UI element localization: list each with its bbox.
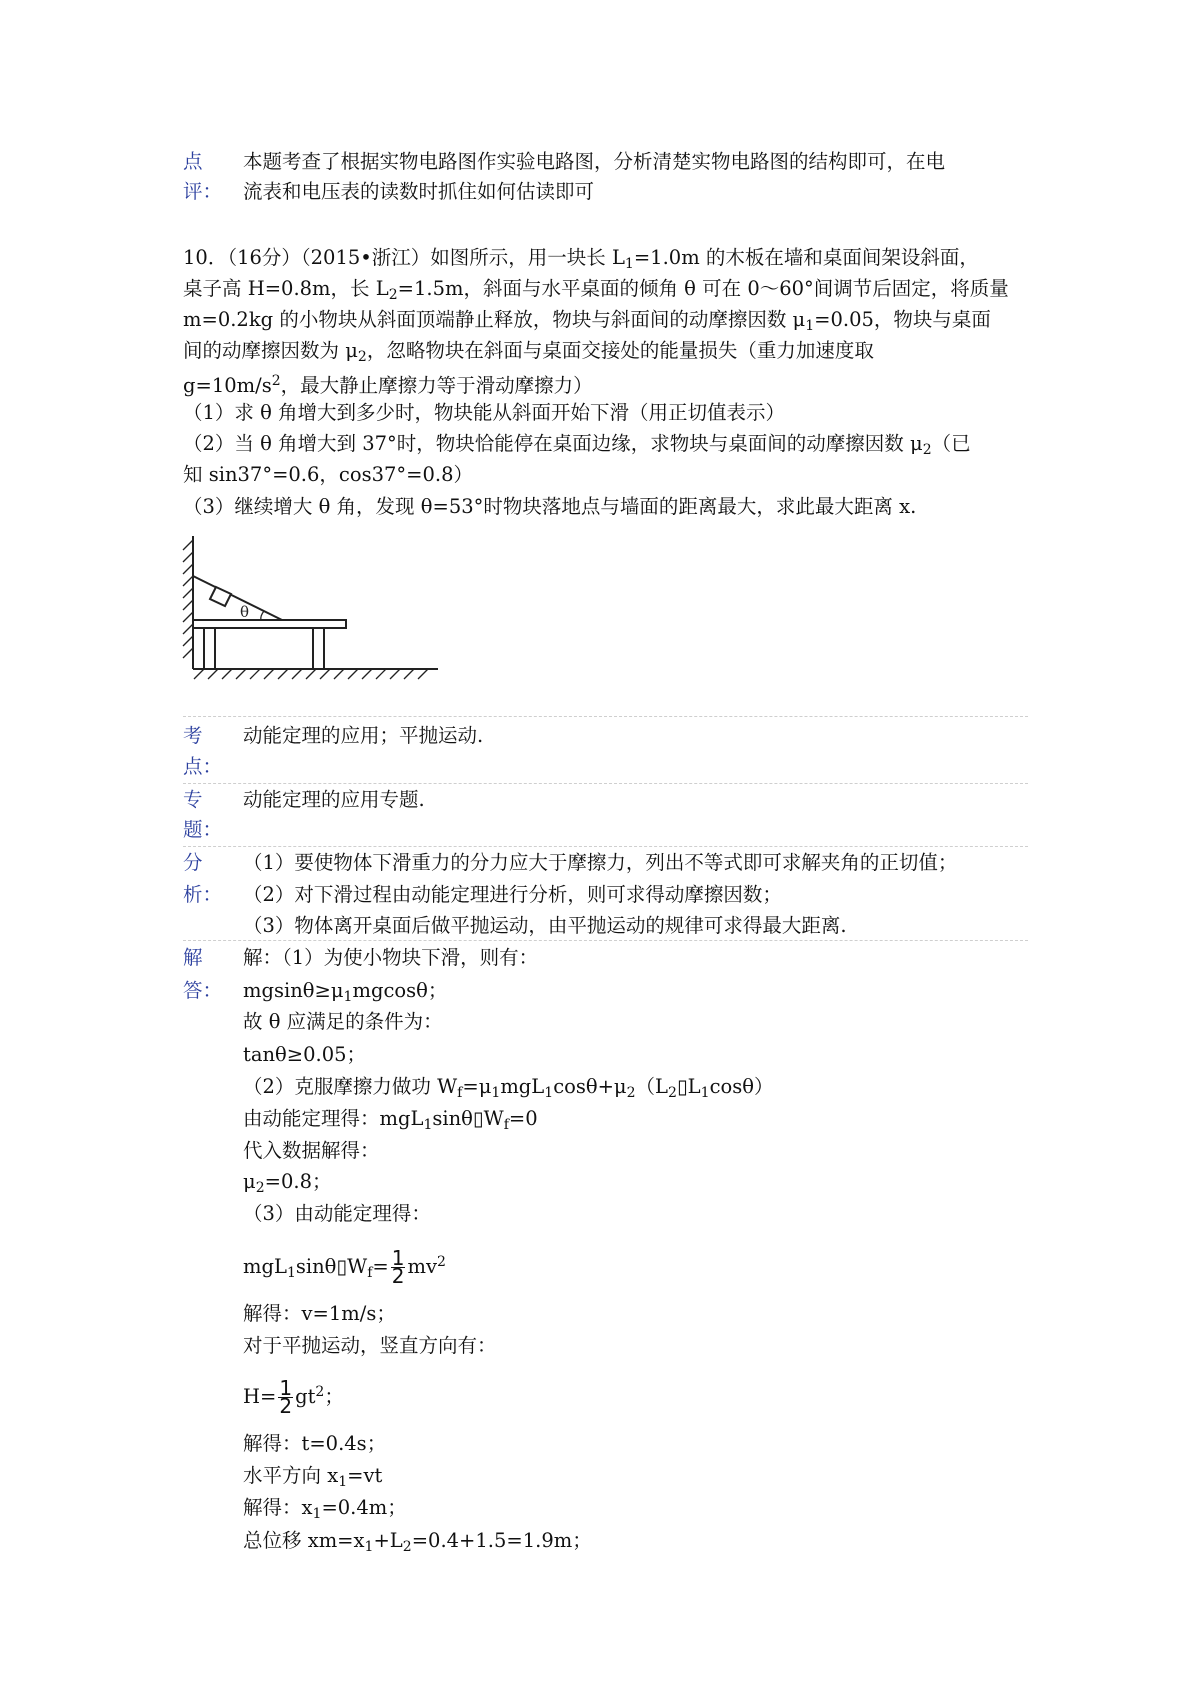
question-line-5: $g=10m/s^2$，最大静止摩擦力等于滑动摩擦力） bbox=[183, 373, 593, 398]
fenxi-line-3: （3）物体离开桌面后做平抛运动，由平抛运动的规律可求得最大距离. bbox=[243, 914, 847, 937]
jieda-label-2: 答： bbox=[183, 979, 223, 1002]
section-separator bbox=[183, 783, 1028, 784]
zhuanti-label-2: 题： bbox=[183, 818, 223, 841]
fenxi-line-1: （1）要使物体下滑重力的分力应大于摩擦力，列出不等式即可求解夹角的正切值； bbox=[243, 851, 958, 874]
fraction-half: $\frac{1}{2}$ bbox=[279, 1376, 293, 1419]
solution-line: $mgsin\theta\ge\mu_1mgcos\theta$； bbox=[243, 979, 448, 1005]
solution-line: 故 θ 应满足的条件为： bbox=[243, 1010, 443, 1033]
solution-line: $\mu_2=0.8$； bbox=[243, 1170, 332, 1196]
comment-line-2: 流表和电压表的读数时抓住如何估读即可 bbox=[243, 180, 595, 203]
kaodian-label-2: 点： bbox=[183, 755, 223, 778]
fenxi-label-1: 分 bbox=[183, 851, 203, 874]
solution-equation: H= $\frac{1}{2}$ $gt^2$； bbox=[243, 1376, 344, 1419]
jieda-label-1: 解 bbox=[183, 946, 203, 969]
solution-line: （2）克服摩擦力做功 $W_f=\mu_1mgL_1\cos\theta+\mu_2(L_2▯L_1\cos\theta)$ bbox=[243, 1075, 774, 1101]
solution-line: 总位移 $xm=x_1+L_2=0.4+1.5=1.9m$； bbox=[243, 1529, 592, 1555]
fenxi-line-2: （2）对下滑过程由动能定理进行分析，则可求得动摩擦因数； bbox=[243, 883, 782, 906]
question-part-2-cont: 知 sin37°=0.6，cos37°=0.8） bbox=[183, 463, 473, 486]
kaodian-text: 动能定理的应用；平抛运动. bbox=[243, 724, 484, 747]
incline-figure bbox=[180, 530, 440, 680]
section-separator bbox=[183, 846, 1028, 847]
question-part-3: （3）继续增大 θ 角，发现 θ=53°时物块落地点与墙面的距离最大，求此最大距离 x. bbox=[183, 495, 917, 518]
solution-line: （3）由动能定理得： bbox=[243, 1202, 431, 1225]
theta-label: θ bbox=[240, 603, 250, 621]
solution-line: 解得：v=1m/s； bbox=[243, 1302, 396, 1325]
question-line-4: 间的动摩擦因数为 $\mu_2$，忽略物块在斜面与桌面交接处的能量损失（重力加速度取 bbox=[183, 339, 874, 365]
zhuanti-label-1: 专 bbox=[183, 788, 203, 811]
solution-line: 解得：t=0.4s； bbox=[243, 1432, 387, 1455]
comment-line-1: 本题考查了根据实物电路图作实验电路图，分析清楚实物电路图的结构即可，在电 bbox=[243, 150, 946, 173]
kaodian-label-1: 考 bbox=[183, 724, 203, 747]
section-separator bbox=[183, 940, 1028, 941]
comment-label-2: 评： bbox=[183, 180, 223, 203]
solution-equation: $mgL_1\sin\theta▯W_f=$ $\frac{1}{2}$ $mv^2$ bbox=[243, 1246, 446, 1289]
fraction-half: $\frac{1}{2}$ bbox=[391, 1246, 405, 1289]
question-line-3: m=0.2kg 的小物块从斜面顶端静止释放，物块与斜面间的动摩擦因数 $\mu_1=0.05$，物块与桌面 bbox=[183, 308, 991, 334]
solution-line: 解：（1）为使小物块下滑，则有： bbox=[243, 946, 539, 969]
solution-line: 解得：$x_1=0.4m$； bbox=[243, 1496, 407, 1522]
solution-line: 代入数据解得： bbox=[243, 1139, 380, 1162]
question-part-2: （2）当 θ 角增大到 37°时，物块恰能停在桌面边缘，求物块与桌面间的动摩擦因数 $\mu_2$（已 bbox=[183, 432, 971, 458]
solution-line: 由动能定理得：$mgL_1\sin\theta▯W_f=0$ bbox=[243, 1107, 538, 1133]
question-part-1: （1）求 θ 角增大到多少时，物块能从斜面开始下滑（用正切值表示） bbox=[183, 401, 786, 424]
zhuanti-text: 动能定理的应用专题. bbox=[243, 788, 425, 811]
section-separator bbox=[183, 716, 1028, 717]
question-line-2: 桌子高 H=0.8m，长 $L_2=1.5m$，斜面与水平桌面的倾角 θ 可在 0～60°间调节后固定，将质量 bbox=[183, 277, 1009, 303]
question-line-1: 10．（16分）（2015•浙江）如图所示，用一块长 $L_1=1.0m$ 的木板在墙和桌面间架设斜面， bbox=[183, 246, 979, 272]
solution-line: tanθ≥0.05； bbox=[243, 1043, 367, 1066]
comment-label-1: 点 bbox=[183, 150, 203, 173]
solution-line: 对于平抛运动，竖直方向有： bbox=[243, 1334, 497, 1357]
fenxi-label-2: 析： bbox=[183, 883, 223, 906]
solution-line: 水平方向 $x_1=vt$ bbox=[243, 1464, 383, 1490]
